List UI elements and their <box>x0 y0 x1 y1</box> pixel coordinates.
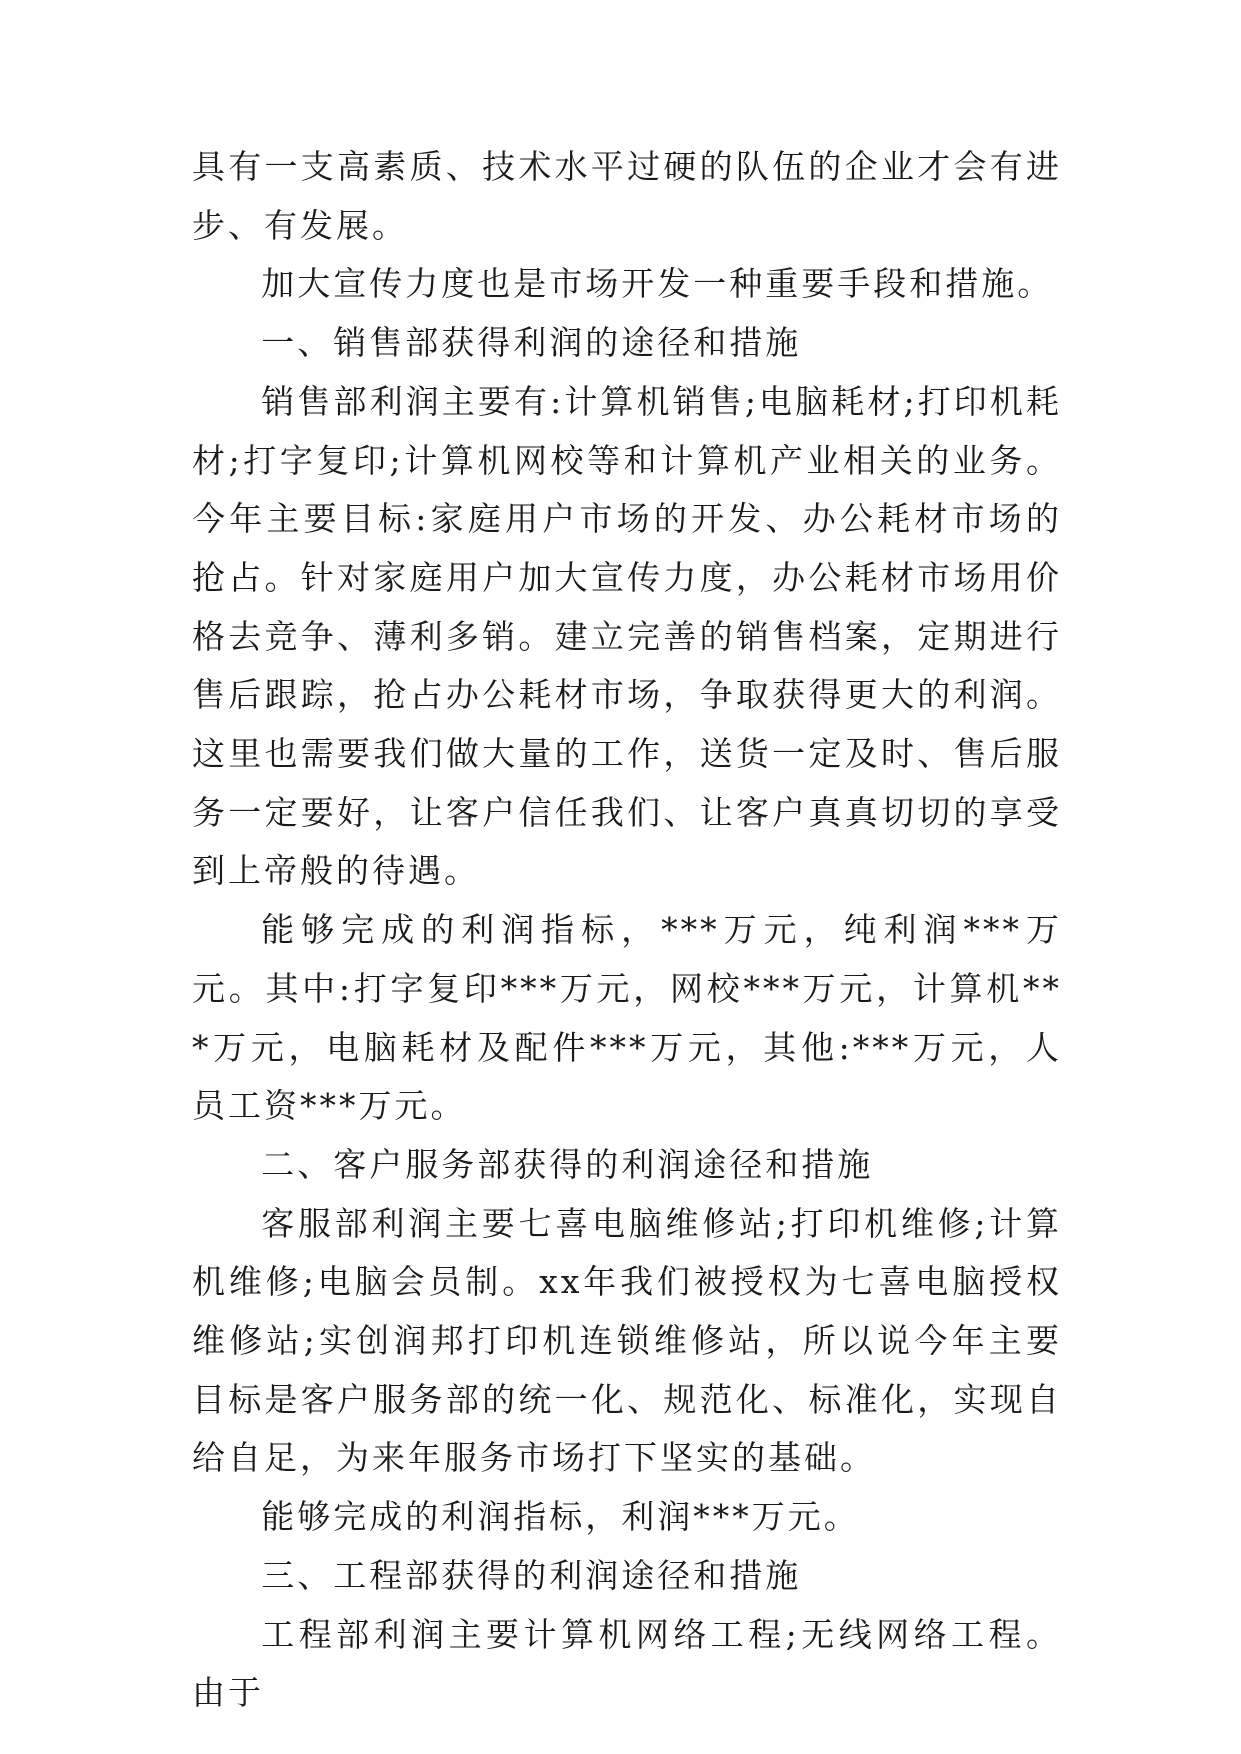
section-heading: 三、工程部获得的利润途径和措施 <box>261 1555 802 1595</box>
section-heading: 二、客户服务部获得的利润途径和措施 <box>261 1144 874 1184</box>
document-body <box>192 138 1062 1723</box>
paragraph: 工程部利润主要计算机网络工程;无线网络工程。由于 <box>192 1614 1062 1713</box>
paragraph: 具有一支高素质、技术水平过硬的队伍的企业才会有进步、有发展。 <box>192 147 1062 245</box>
paragraph: 客服部利润主要七喜电脑维修站;打印机维修;计算机维修;电脑会员制。xx年我们被授权为七喜电脑授权维修站;实创润邦打印机连锁维修站，所以说今年主要目标是客户服务部的统一化、规范化、标准化，实现自给自足，为来年服务市场打下坚实的基础。 <box>192 1203 1062 1478</box>
paragraph: 销售部利润主要有:计算机销售;电脑耗材;打印机耗材;打字复印;计算机网校等和计算机产业相关的业务。今年主要目标:家庭用户市场的开发、办公耗材市场的抢占。针对家庭用户加大宣传力度，办公耗材市场用价格去竞争、薄利多销。建立完善的销售档案，定期进行售后跟踪，抢占办公耗材市场，争取获得更大的利润。这里也需要我们做大量的工作，送货一定及时、售后服务一定要好，让客户信任我们、让客户真真切切的享受到上帝般的待遇。 <box>192 381 1062 891</box>
section-heading: 一、销售部获得利润的途径和措施 <box>261 323 802 363</box>
paragraph: 能够完成的利润指标，利润***万元。 <box>261 1497 860 1537</box>
paragraph: 加大宣传力度也是市场开发一种重要手段和措施。 <box>261 264 1054 304</box>
paragraph: 能够完成的利润指标，***万元，纯利润***万元。其中:打字复印***万元，网校***万元，计算机***万元，电脑耗材及配件***万元，其他:***万元，人员工资***万元。 <box>192 910 1062 1126</box>
